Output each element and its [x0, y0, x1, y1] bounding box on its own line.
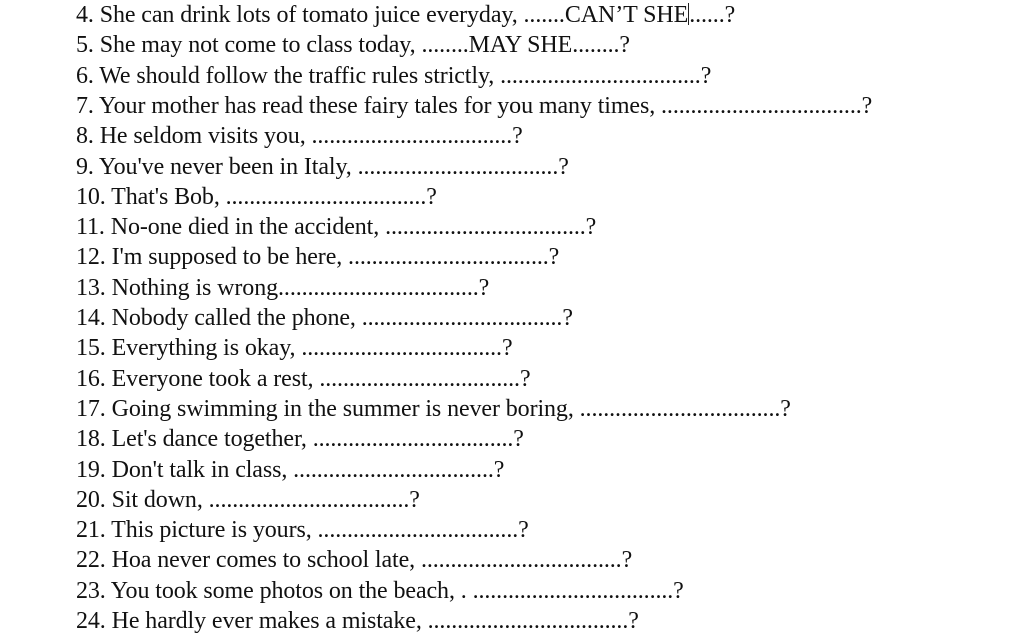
answer-blank[interactable]: ........?: [572, 32, 630, 59]
question-number: 5.: [76, 32, 100, 59]
question-stem: You've never been in Italy,: [98, 153, 358, 180]
question-line: [76, 273, 489, 303]
question-stem: We should follow the traffic rules strictly,: [99, 62, 501, 89]
answer-blank[interactable]: ..................................?: [385, 214, 597, 241]
question-line: [76, 303, 573, 333]
question-line: [76, 212, 596, 242]
answer-blank[interactable]: ..................................?: [311, 123, 523, 150]
question-line: [76, 0, 735, 30]
question-stem: Nobody called the phone,: [111, 305, 362, 331]
question-number: 17.: [76, 395, 112, 422]
question-stem: She may not come to class today,: [99, 32, 422, 59]
question-stem: She can drink lots of tomato juice everyday,: [99, 2, 524, 28]
question-stem: Let's dance together,: [111, 426, 313, 453]
answer-blank[interactable]: ..................................?: [348, 244, 560, 271]
question-line: [76, 394, 791, 424]
question-number: 6.: [76, 62, 100, 89]
question-stem: He seldom visits you,: [99, 123, 312, 150]
question-number: 9.: [76, 153, 99, 180]
question-line: [76, 455, 504, 485]
question-stem: Everything is okay,: [111, 335, 302, 362]
question-line: [76, 364, 531, 394]
question-stem: He hardly ever makes a mistake,: [111, 608, 428, 634]
question-line: [76, 30, 630, 60]
question-number: 16.: [76, 365, 112, 392]
answer-blank[interactable]: ..................................?: [312, 426, 524, 453]
answer-blank[interactable]: ..................................?: [301, 335, 513, 362]
answer-blank[interactable]: ......?: [689, 2, 736, 28]
question-line: [76, 333, 513, 363]
answer-blank[interactable]: ..................................?: [278, 274, 490, 301]
question-stem: Going swimming in the summer is never boring,: [111, 395, 580, 422]
question-stem: Don't talk in class,: [111, 456, 294, 483]
answer-blank[interactable]: ..................................?: [579, 395, 791, 422]
question-stem: Nothing is wrong: [111, 274, 279, 301]
question-line: [76, 424, 524, 454]
question-number: 4.: [76, 2, 100, 28]
question-number: 23.: [76, 577, 111, 604]
answer-blank[interactable]: ..................................?: [357, 153, 569, 180]
question-number: 10.: [76, 183, 112, 210]
question-line: [76, 91, 872, 121]
question-number: 24.: [76, 608, 112, 634]
question-number: 7.: [76, 92, 99, 119]
question-number: 14.: [76, 305, 112, 331]
filled-answer[interactable]: MAY SHE: [468, 32, 573, 59]
question-stem: Your mother has read these fairy tales for you many times,: [98, 92, 662, 119]
question-stem: You took some photos on the beach, .: [110, 577, 473, 604]
question-stem: I'm supposed to be here,: [111, 244, 349, 271]
question-number: 20.: [76, 486, 112, 513]
worksheet-page: [76, 0, 1016, 634]
answer-blank[interactable]: ..................................?: [361, 305, 573, 331]
answer-blank[interactable]: ..................................?: [317, 517, 529, 544]
answer-blank[interactable]: ..................................?: [225, 183, 437, 210]
question-line: [76, 606, 639, 636]
question-number: 19.: [76, 456, 112, 483]
question-number: 11.: [76, 214, 111, 241]
question-number: 13.: [76, 274, 112, 301]
question-number: 8.: [76, 123, 100, 150]
answer-blank[interactable]: ..................................?: [500, 62, 712, 89]
question-stem: Everyone took a rest,: [111, 365, 320, 392]
answer-blank[interactable]: ..................................?: [293, 456, 505, 483]
question-number: 22.: [76, 547, 112, 574]
answer-blank[interactable]: ..................................?: [661, 92, 873, 119]
answer-blank[interactable]: ..................................?: [319, 365, 531, 392]
answer-blank[interactable]: ..................................?: [208, 486, 420, 513]
question-stem: Hoa never comes to school late,: [111, 547, 421, 574]
answer-blank-leading: .......: [523, 2, 565, 28]
question-line: [76, 576, 684, 606]
question-line: [76, 152, 569, 182]
question-stem: No-one died in the accident,: [110, 214, 386, 241]
answer-blank[interactable]: ..................................?: [472, 577, 684, 604]
question-number: 21.: [76, 517, 112, 544]
filled-answer[interactable]: CAN’T SHE: [564, 2, 689, 28]
question-number: 12.: [76, 244, 112, 271]
question-line: [76, 182, 437, 212]
question-line: [76, 485, 420, 515]
answer-blank[interactable]: ..................................?: [420, 547, 633, 574]
question-line: [76, 121, 523, 151]
answer-blank-leading: ........: [421, 32, 469, 59]
question-stem: This picture is yours,: [111, 517, 318, 544]
answer-blank[interactable]: ..................................?: [427, 608, 639, 634]
question-line: [76, 515, 529, 545]
question-number: 15.: [76, 335, 112, 362]
question-line: [76, 242, 559, 272]
question-stem: That's Bob,: [111, 183, 226, 210]
question-stem: Sit down,: [111, 486, 209, 513]
question-line: [76, 545, 632, 575]
question-number: 18.: [76, 426, 112, 453]
question-line: [76, 61, 711, 91]
